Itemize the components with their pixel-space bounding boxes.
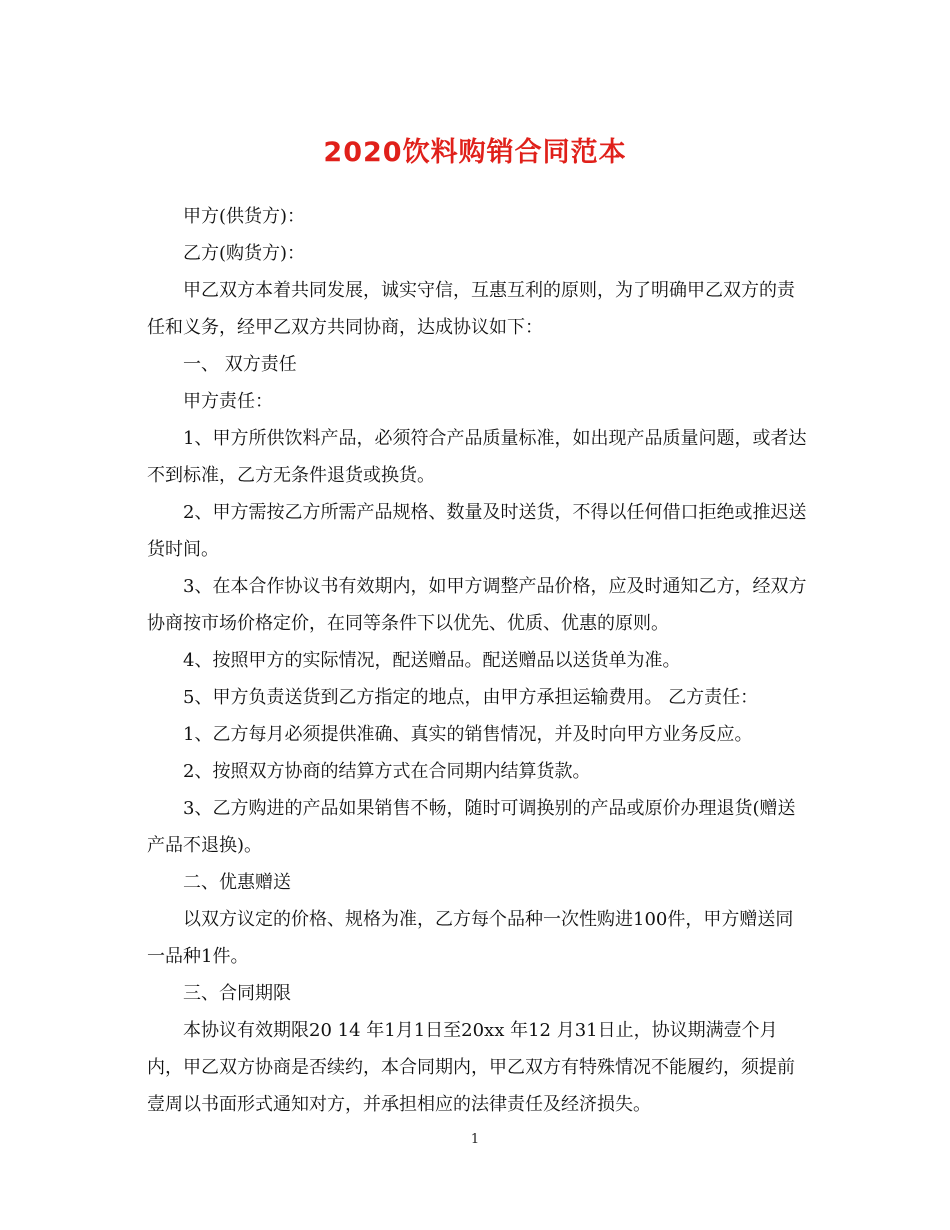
clause-paragraph: 1、乙方每月必须提供准确、真实的销售情况，并及时向甲方业务反应。 xyxy=(183,724,753,745)
clause-paragraph: 3、乙方购进的产品如果销售不畅，随时可调换别的产品或原价办理退货(赠送产品不退换)。 xyxy=(147,798,796,856)
party-a-line: 甲方(供货方)： xyxy=(183,206,306,227)
document-title: 2020饮料购销合同范本 xyxy=(323,137,627,168)
page-number: 1 xyxy=(470,1132,480,1147)
party-a-responsibilities-heading: 甲方责任： xyxy=(183,391,273,412)
clause-paragraph: 以双方议定的价格、规格为准，乙方每个品种一次性购进100件，甲方赠送同一品种1件。 xyxy=(147,909,794,967)
clause-paragraph: 本协议有效期限20 14 年1月1日至20xx 年12 月31日止，协议期满壹个月内，甲乙双方协商是否续约，本合同期内，甲乙双方有特殊情况不能履约，须提前壹周以书面形式通知对方，并承担相应的法律责任及经济损失。 xyxy=(147,1020,795,1115)
clause-paragraph: 5、甲方负责送货到乙方指定的地点，由甲方承担运输费用。 乙方责任： xyxy=(183,687,759,708)
clause-paragraph: 1、甲方所供饮料产品，必须符合产品质量标准，如出现产品质量问题，或者达不到标准，乙方无条件退货或换货。 xyxy=(147,428,807,486)
document-body xyxy=(147,198,807,1123)
party-b-line: 乙方(购货方)： xyxy=(183,243,306,264)
clause-paragraph: 2、甲方需按乙方所需产品规格、数量及时送货，不得以任何借口拒绝或推迟送货时间。 xyxy=(147,502,807,560)
section-heading-discount: 二、优惠赠送 xyxy=(183,872,291,893)
preamble-paragraph: 甲乙双方本着共同发展，诚实守信，互惠互利的原则，为了明确甲乙双方的责任和义务，经甲乙双方共同协商，达成协议如下： xyxy=(147,280,795,338)
section-heading-term: 三、合同期限 xyxy=(183,983,291,1004)
clause-paragraph: 4、按照甲方的实际情况，配送赠品。配送赠品以送货单为准。 xyxy=(183,650,681,671)
clause-paragraph: 2、按照双方协商的结算方式在合同期内结算货款。 xyxy=(183,761,591,782)
section-heading-responsibilities: 一、 双方责任 xyxy=(183,354,297,375)
clause-paragraph: 3、在本合作协议书有效期内，如甲方调整产品价格，应及时通知乙方，经双方协商按市场价格定价，在同等条件下以优先、优质、优惠的原则。 xyxy=(147,576,807,634)
